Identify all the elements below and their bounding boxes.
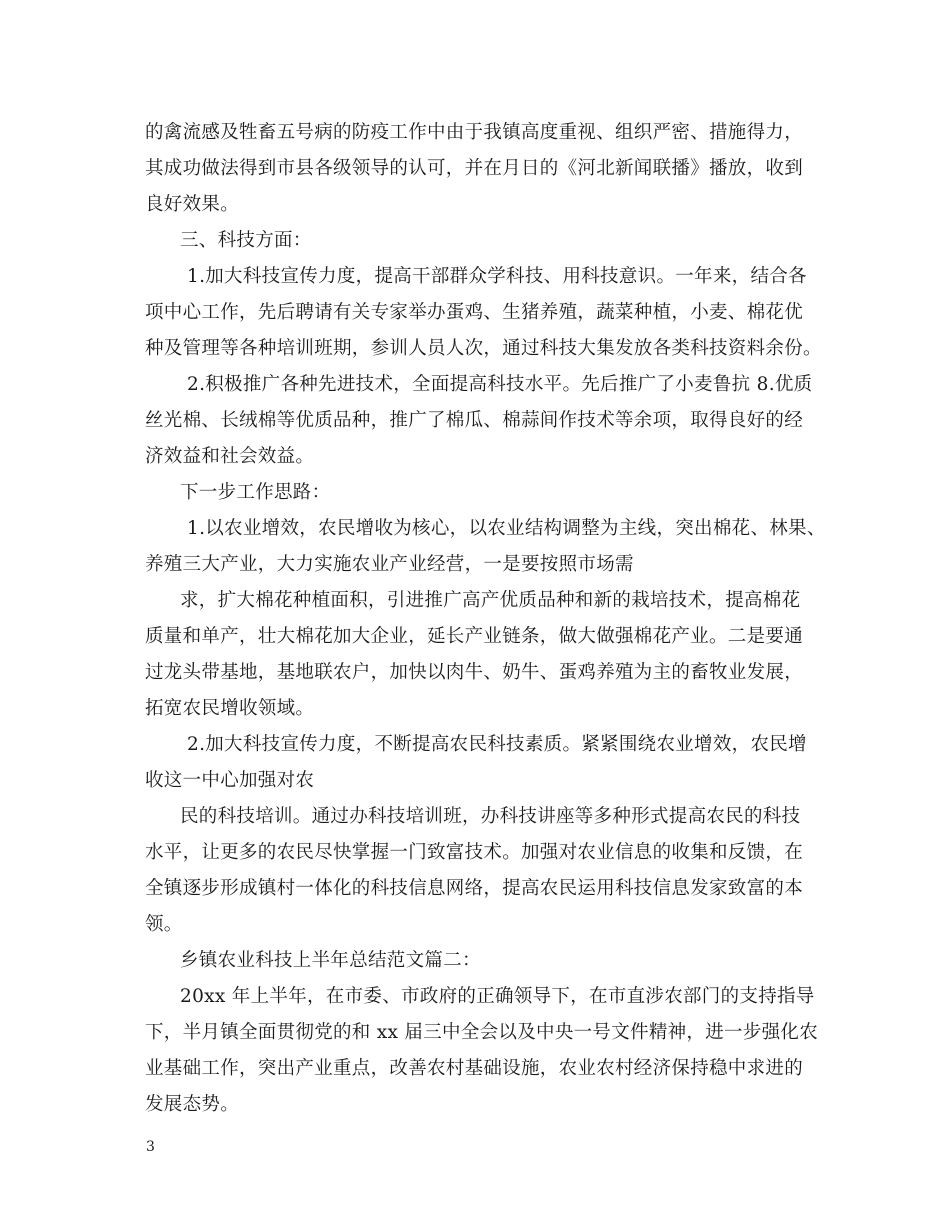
- text-line: 领。: [145, 914, 183, 935]
- text-line: 下，半月镇全面贯彻党的和 xx 届三中全会以及中央一号文件精神，进一步强化农: [145, 1022, 819, 1043]
- section-heading: 下一步工作思路：: [180, 482, 331, 503]
- text-line: 过龙头带基地，基地联农户，加快以肉牛、奶牛、蛋鸡养殖为主的畜牧业发展，: [145, 662, 804, 683]
- page-number: 3: [146, 1139, 155, 1155]
- text-line: 的禽流感及牲畜五号病的防疫工作中由于我镇高度重视、组织严密、措施得力，: [145, 122, 804, 143]
- text-line: 丝光棉、长绒棉等优质品种，推广了棉瓜、棉蒜间作技术等余项，取得良好的经: [145, 410, 804, 431]
- text-line: 收这一中心加强对农: [145, 770, 315, 791]
- section-heading: 乡镇农业科技上半年总结范文篇二：: [180, 950, 481, 971]
- text-line: 良好效果。: [145, 194, 240, 215]
- text-line: 其成功做法得到市县各级领导的认可，并在月日的《河北新闻联播》播放，收到: [145, 158, 804, 179]
- text-line: 发展态势。: [145, 1094, 240, 1115]
- text-line: 20xx 年上半年，在市委、市政府的正确领导下，在市直涉农部门的支持指导: [180, 986, 815, 1007]
- text-line: 求，扩大棉花种植面积，引进推广高产优质品种和新的栽培技术，提高棉花: [180, 590, 801, 611]
- text-line: 全镇逐步形成镇村一体化的科技信息网络，提高农民运用科技信息发家致富的本: [145, 878, 804, 899]
- text-line: 项中心工作，先后聘请有关专家举办蛋鸡、生猪养殖，蔬菜种植，小麦、棉花优: [145, 302, 804, 323]
- text-line: 拓宽农民增收领域。: [145, 698, 315, 719]
- text-line: 民的科技培训。通过办科技培训班，办科技讲座等多种形式提高农民的科技: [180, 806, 801, 827]
- text-line: 2.加大科技宣传力度，不断提高农民科技素质。紧紧围绕农业增效，农民增: [187, 734, 807, 755]
- text-line: 济效益和社会效益。: [145, 446, 315, 467]
- text-line: 水平，让更多的农民尽快掌握一门致富技术。加强对农业信息的收集和反馈，在: [145, 842, 804, 863]
- text-line: 养殖三大产业，大力实施农业产业经营，一是要按照市场需: [145, 554, 634, 575]
- text-line: 1.加大科技宣传力度，提高干部群众学科技、用科技意识。一年来，结合各: [187, 266, 807, 287]
- text-line: 质量和单产，壮大棉花加大企业，延长产业链条，做大做强棉花产业。二是要通: [145, 626, 804, 647]
- text-line: 1.以农业增效，农民增收为核心，以农业结构调整为主线，突出棉花、林果、: [187, 518, 826, 539]
- section-heading: 三、科技方面：: [180, 230, 312, 251]
- text-line: 业基础工作，突出产业重点，改善农村基础设施，农业农村经济保持稳中求进的: [145, 1058, 804, 1079]
- text-line: 种及管理等各种培训班期，参训人员人次，通过科技大集发放各类科技资料余份。: [145, 338, 822, 359]
- text-line: 2.积极推广各种先进技术，全面提高科技水平。先后推广了小麦鲁抗 8.优质: [187, 374, 813, 395]
